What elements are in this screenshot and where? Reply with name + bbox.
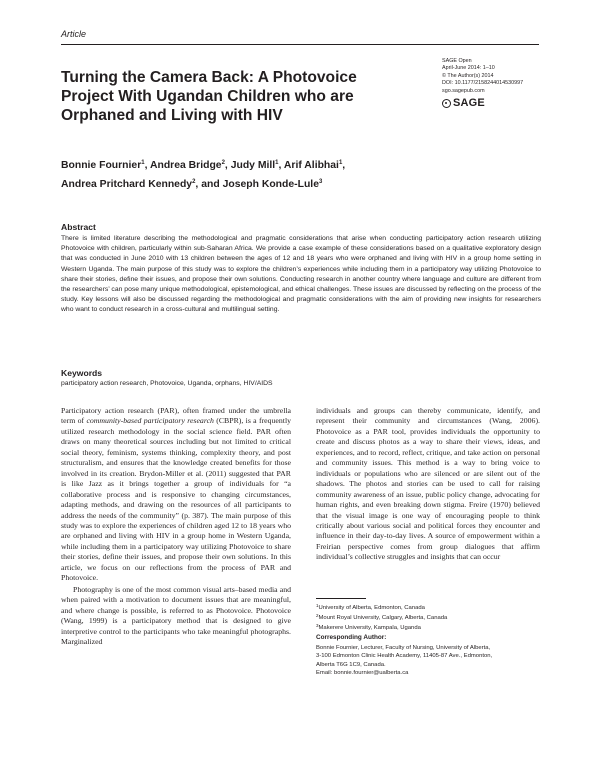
affiliation-item — [316, 602, 540, 612]
affiliations-list — [316, 602, 540, 632]
paragraph-text: (CBPR), is a frequently utilized research methodology in the social science field. PAR often draws on many theoretical sources including but not limited to critical social theory, feminism, systems thinking, complexity theory, and post structuralism, and ensures that the knowledge created benefits for those involved in its creation. Brydon-Miller et al. (2011) suggested that PAR is like Jazz as it brings together a group of individuals for “a collaborative process and is responsive to changing circumstances, adapting methods, and drawing on the resources of all participants to address the needs of the community” (p. 387). The main purpose of this study was to explore the experiences of children aged 12 to 18 years who are orphaned and living with HIV in a group home in Western Uganda, while including them in a participatory way utilizing Photovoice to share their stories, define their issues, and propose their own solutions. In this article, we focus on our reflections from the process of PAR and Photovoice. — [61, 416, 292, 583]
body-column-right — [316, 406, 540, 563]
article-title: Turning the Camera Back: A Photovoice Project With Ugandan Children who are Orphaned and Living with HIV — [61, 69, 357, 124]
author-name: Judy Mill — [230, 160, 276, 171]
keywords-text: participatory action research, Photovoice, Uganda, orphans, HIV/AIDS — [61, 380, 273, 387]
affiliation-number: 1 — [316, 603, 319, 608]
paragraph-text: Participatory action research (PAR), often framed under the umbrella term of — [61, 406, 291, 426]
author-separator: , and — [195, 179, 223, 190]
author-affiliation-marker: 2 — [192, 179, 196, 185]
corresponding-author-line: 3-100 Edmonton Clinic Health Academy, 11405-87 Ave., Edmonton, — [316, 653, 493, 660]
author-affiliation-marker: 3 — [318, 179, 323, 185]
author — [61, 160, 150, 171]
author — [150, 160, 231, 171]
author — [231, 160, 284, 171]
body-paragraph — [61, 585, 291, 648]
journal-site: sgo.sagepub.com — [442, 87, 485, 94]
journal-issue: April-June 2014: 1–10 — [442, 65, 495, 72]
article-type-label: Article — [61, 29, 87, 39]
author-affiliation-marker: 1 — [275, 160, 279, 166]
author-name: Bonnie Fournier — [61, 160, 142, 171]
doi-line: DOI: 10.1177/2158244014530997 — [442, 80, 524, 87]
author-affiliation-marker: 1 — [338, 160, 343, 166]
author — [284, 160, 345, 171]
body-paragraph — [61, 406, 291, 584]
author-name: Andrea Bridge — [149, 160, 222, 171]
affiliation-item — [316, 622, 540, 632]
corresponding-author-line: Bonnie Fournier, Lecturer, Faculty of Nursing, University of Alberta, — [316, 645, 491, 651]
paragraph-text: Photography is one of the most common visual arts–based media and when paired with a motivation to document issues that are meaningful, and where change is possible, is referred to as Photovoice. Photovoice (Wang, 1999) is a participatory method that is designed to give interpretive control to the participants who take meaningful photographs. Marginalized — [61, 584, 291, 646]
author-separator: , — [342, 160, 346, 171]
italic-term: community-based participatory research — [86, 416, 214, 426]
author — [223, 179, 323, 190]
author-name: Arif Alibhai — [283, 160, 339, 171]
corresponding-author-line: Alberta T6G 1C9, Canada. — [316, 661, 386, 668]
sage-logo-icon — [442, 99, 451, 108]
author-affiliation-marker: 2 — [221, 160, 225, 166]
footnote-rule — [316, 598, 366, 599]
corresponding-author-details — [316, 644, 540, 677]
affiliation-number: 3 — [316, 623, 319, 628]
keywords-heading: Keywords — [61, 368, 103, 378]
journal-info — [442, 58, 552, 95]
journal-name: SAGE Open — [442, 58, 472, 64]
affiliation-number: 2 — [316, 613, 319, 618]
affiliation-text: Makerere University, Kampala, Uganda — [318, 625, 421, 631]
header-rule — [61, 44, 539, 45]
author — [61, 179, 223, 190]
affiliation-text: Mount Royal University, Calgary, Alberta, Canada — [318, 615, 448, 621]
sage-logo — [442, 97, 485, 109]
abstract-heading: Abstract — [61, 222, 96, 232]
sage-logo-text: SAGE — [453, 97, 485, 109]
abstract-text: There is limited literature describing the methodological and pragmatic considerations that arise when conducting participatory action research utilizing Photovoice with children, particularly within sub-Saharan Africa. We provide a case example of these considerations based on a qualitative exploratory design that was conducted in June 2010 with 13 children between the ages of 12 and 18 years who were orphaned and living with HIV in a group home setting in Western Uganda. The main purpose of this study was to explore the children’s experiences while including them in a participatory way utilizing Photovoice to share their stories, define their issues, and propose their own solutions. Conducting research in another country where language and culture are different from the researchers’ can pose many unique methodological, epistemological, and ethical challenges. These issues are discussed by reflecting on the process of the study. Key lessons will also be discussed regarding the methodological and pragmatic considerations with the aim of providing new insights for researchers who want to conduct research in a cross-cultural and multilingual setting. — [61, 235, 541, 314]
author-name: Andrea Pritchard Kennedy — [61, 179, 193, 190]
author-separator: , — [278, 160, 284, 171]
body-column-left — [61, 406, 291, 647]
body-paragraph: individuals and groups can thereby communicate, identify, and represent their community and circumstances (Wang, 2006). Photovoice as a PAR tool, provides individuals the opportunity to create and discuss photos as a way to share their views, ideas, and experiences, and to record, reflect, critique, and take action on personal and community issues. This method is a way to bring voice to individuals or populations who are silenced or are silent out of the shadows. The photos and stories can be used to call for raising community awareness of an issue, public policy change, advocating for human rights, and even breaking down stigma. Freire (1970) believed that the visual image is one way of encouraging people to think critically about various social and political forces they encounter and influence in their day-to-day lives. A source of empowerment within a Freirian perspective comes from group dialogues that affirm individual’s collective struggles and insights that can occur — [316, 406, 540, 562]
corresponding-author-line: Email: bonnie.fournier@ualberta.ca — [316, 669, 409, 676]
author-list — [61, 155, 481, 193]
affiliation-text: University of Alberta, Edmonton, Canada — [318, 605, 425, 611]
author-name: Joseph Konde-Lule — [222, 179, 319, 190]
corresponding-author-heading: Corresponding Author: — [316, 634, 387, 641]
author-affiliation-marker: 1 — [141, 160, 145, 166]
author-separator: , — [144, 160, 150, 171]
author-separator: , — [224, 160, 231, 171]
copyright-line: © The Author(s) 2014 — [442, 72, 494, 79]
affiliation-item — [316, 612, 540, 622]
